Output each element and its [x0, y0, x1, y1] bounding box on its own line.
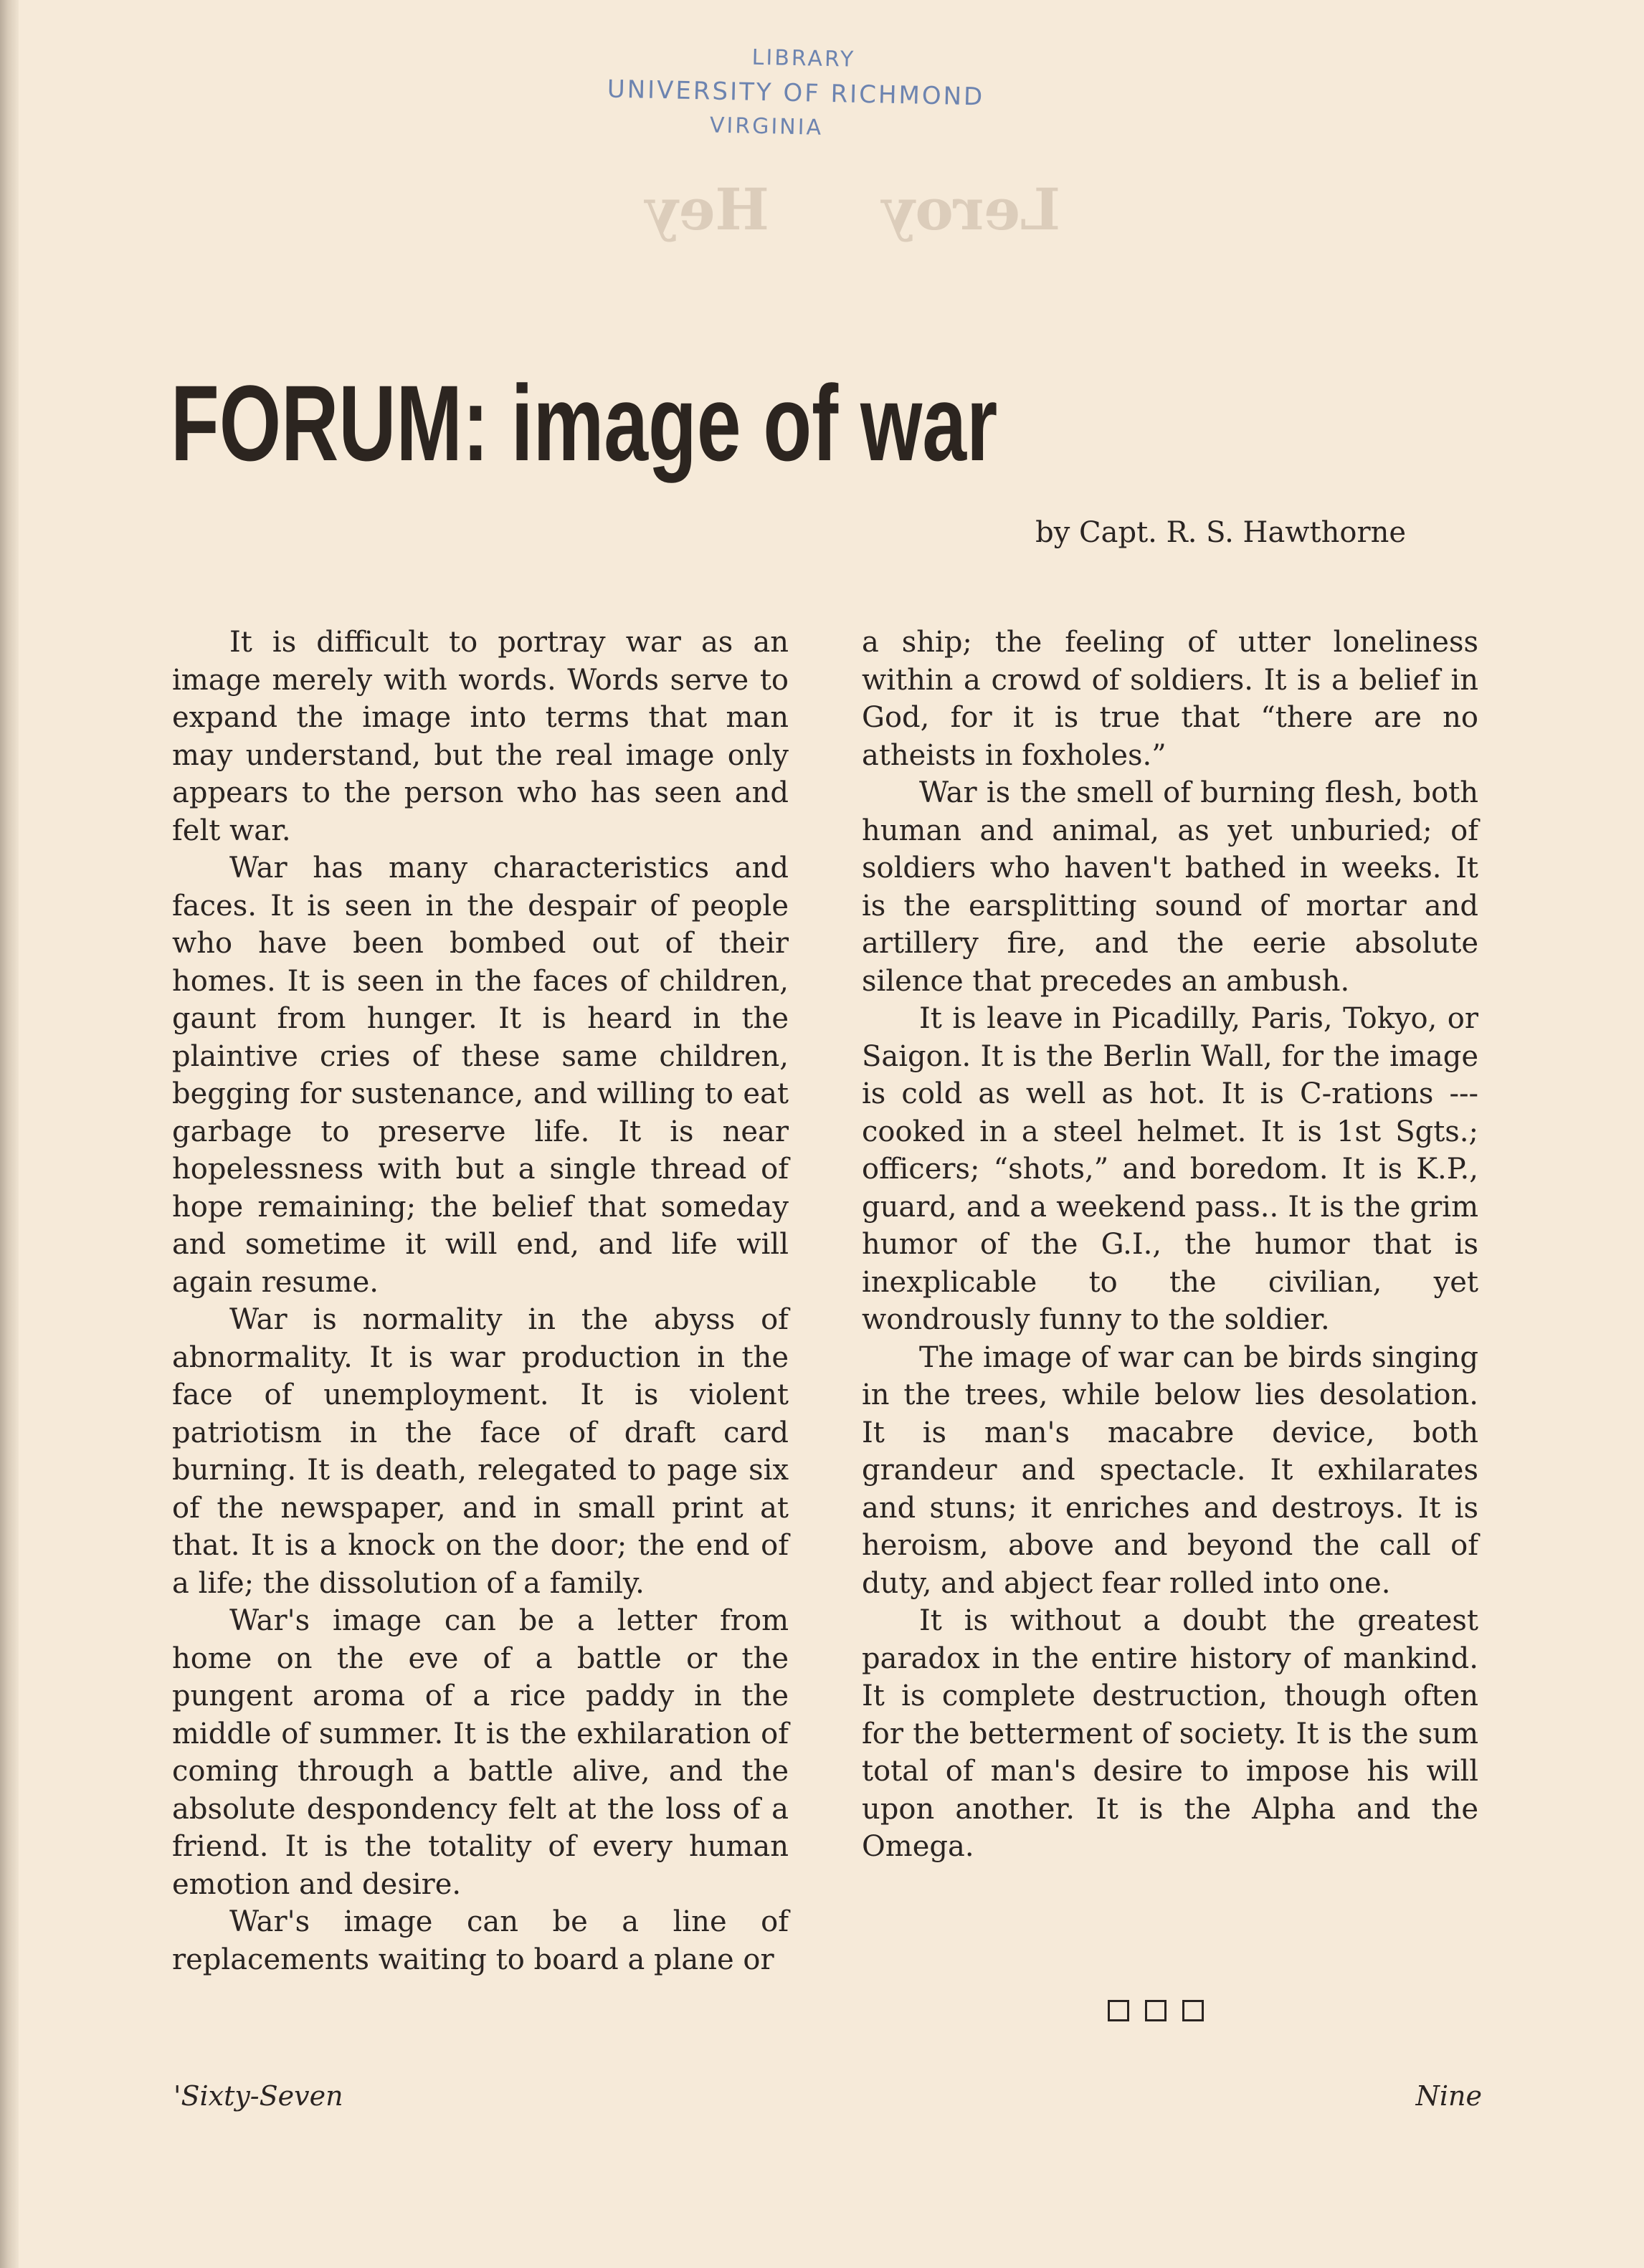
paragraph: It is without a doubt the greatest paradox in the entire history of mankind. It is complete destruction, though often for the betterment of society. It is the sum total of man's desire to impose his will upon another. It is the Alpha and the Omega. — [862, 1604, 1478, 1863]
end-box-icon — [1182, 2000, 1204, 2021]
left-column — [172, 624, 789, 1978]
article-byline: by Capt. R. S. Hawthorne — [1035, 516, 1406, 549]
end-box-icon — [1145, 2000, 1167, 2021]
paragraph: War is normality in the abyss of abnormality. It is war production in the face of unemployment. It is violent patriotism in the face of draft card burning. It is death, relegated to page six of the newspaper, and in small print at that. It is a knock on the door; the end of a life; the dissolution of a family. — [172, 1303, 789, 1600]
bleed-through-ghost-text-2: Leroy — [882, 176, 1061, 243]
page-binding-edge — [0, 0, 19, 2268]
end-of-article-marks — [1108, 2000, 1204, 2021]
stamp-line-library: LIBRARY — [751, 44, 856, 72]
stamp-line-university: UNIVERSITY OF RICHMOND — [607, 75, 985, 112]
right-column — [862, 624, 1478, 1866]
bleed-through-ghost-text: Hey — [645, 176, 769, 243]
paragraph: It is difficult to portray war as an image merely with words. Words serve to expand the image into terms that man may understand, but the real image only appears to the person who has seen and felt war. — [172, 626, 789, 847]
end-box-icon — [1108, 2000, 1129, 2021]
footer-page-number: Nine — [1415, 2080, 1482, 2112]
paragraph: The image of war can be birds singing in the trees, while below lies desolation. It is man's macabre device, both grandeur and spectacle. It exhilarates and stuns; it enriches and destroys. It is heroism, above and beyond the call of duty, and abject fear rolled into one. — [862, 1340, 1478, 1600]
paragraph-continuation: a ship; the feeling of utter loneliness within a crowd of soldiers. It is a belief in God, for it is true that “there are no atheists in foxholes.” — [862, 626, 1478, 772]
paragraph: War has many characteristics and faces. It is seen in the despair of people who have been bombed out of their homes. It is seen in the faces of children, gaunt from hunger. It is heard in the plaintive cries of these same children, begging for sustenance, and willing to eat garbage to preserve life. It is near hopelessness with but a single thread of hope remaining; the belief that someday and sometime it will end, and life will again resume. — [172, 852, 789, 1299]
paragraph: War's image can be a line of replacements waiting to board a plane or — [172, 1905, 789, 1976]
paragraph: War's image can be a letter from home on the eve of a battle or the pungent aroma of a rice paddy in the middle of summer. It is the exhilaration of coming through a battle alive, and the absolute despondency felt at the loss of a friend. It is the totality of every human emotion and desire. — [172, 1604, 789, 1901]
article-title: FORUM: image of war — [171, 363, 998, 483]
paragraph: It is leave in Picadilly, Paris, Tokyo, or Saigon. It is the Berlin Wall, for the image is cold as well as hot. It is C-rations --- cooked in a steel helmet. It is 1st Sgts.; officers; “shots,” and boredom. It is K.P., guard, and a weekend pass.. It is the grim humor of the G.I., the humor that is inexplicable to the civilian, yet wondrously funny to the soldier. — [862, 1002, 1478, 1336]
stamp-line-state: VIRGINIA — [709, 113, 824, 140]
library-stamp — [544, 37, 1048, 151]
footer-issue: 'Sixty-Seven — [174, 2080, 343, 2112]
paragraph: War is the smell of burning flesh, both human and animal, as yet unburied; of soldiers who haven't bathed in weeks. It is the earsplitting sound of mortar and artillery fire, and the eerie absolute silence that precedes an ambush. — [862, 776, 1478, 998]
